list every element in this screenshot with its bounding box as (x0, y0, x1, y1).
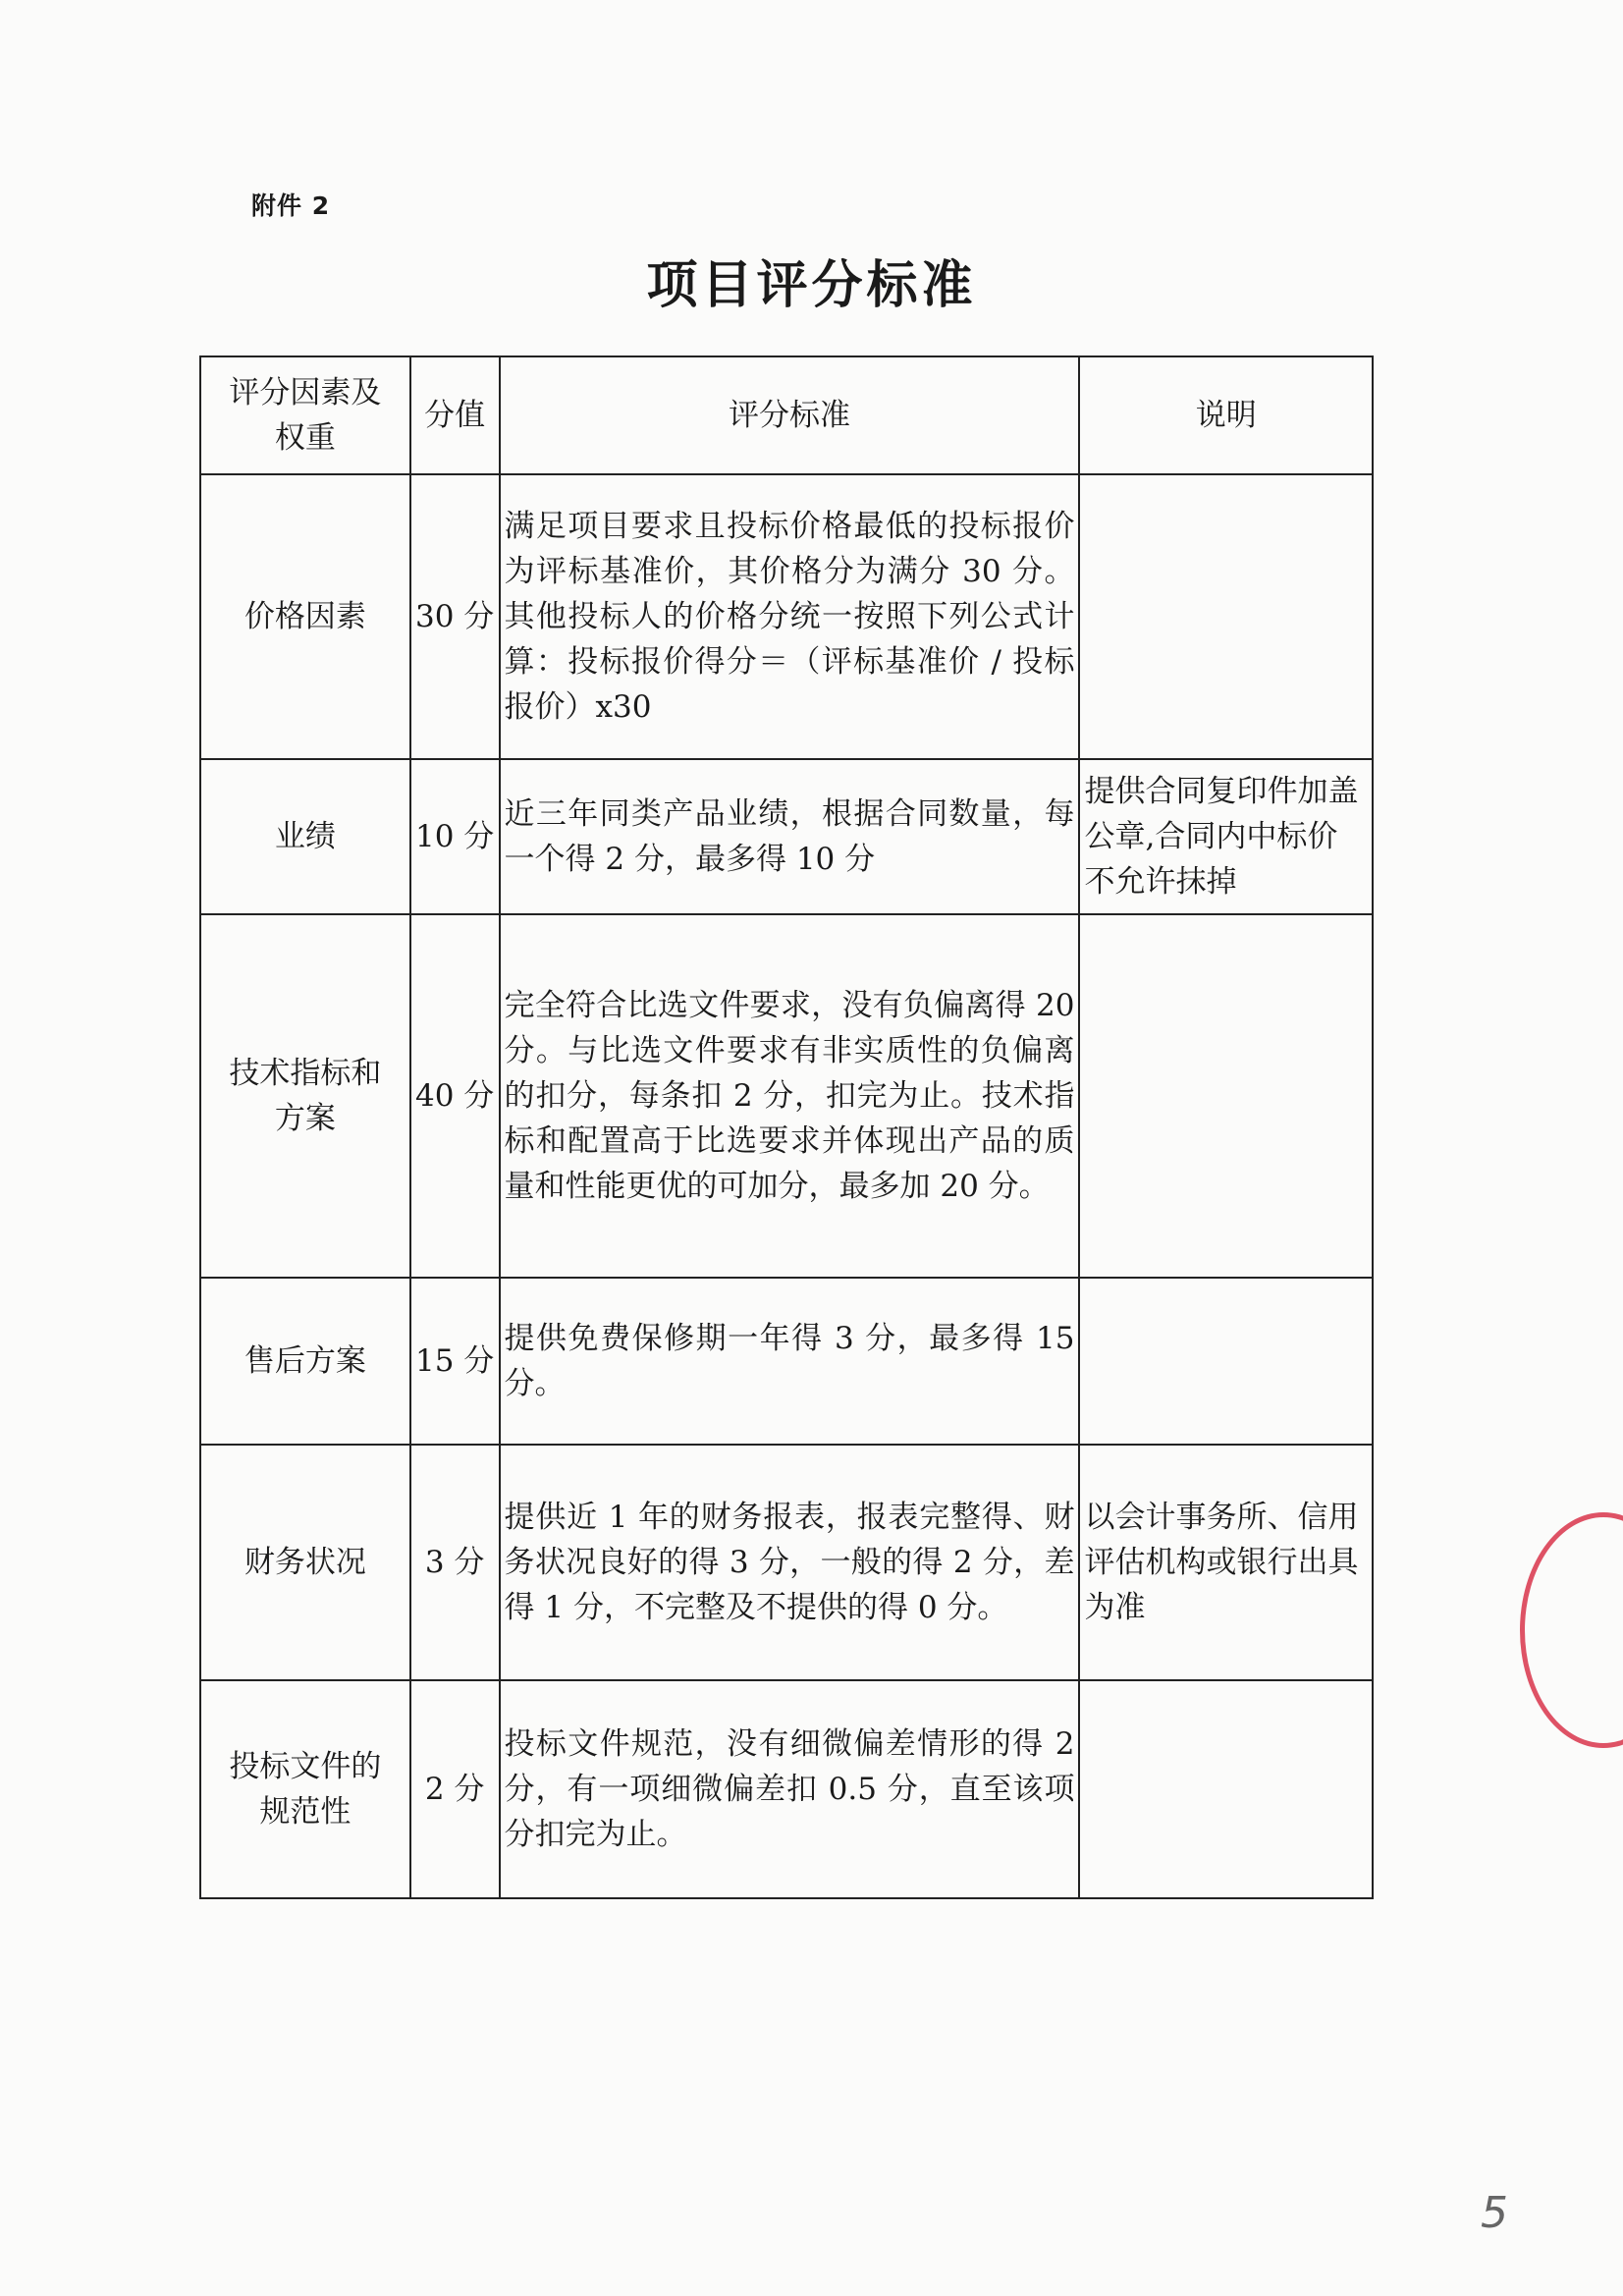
row-score: 10 分 (410, 759, 500, 914)
header-criteria: 评分标准 (500, 356, 1080, 474)
row-score: 40 分 (410, 914, 500, 1278)
row-notes: 提供合同复印件加盖公章,合同内中标价不允许抹掉 (1079, 759, 1373, 914)
row-criteria: 完全符合比选文件要求，没有负偏离得 20 分。与比选文件要求有非实质性的负偏离的扣分，每条扣 2 分，扣完为止。技术指标和配置高于比选要求并体现出产品的质量和性能更优的可加分，最多加 20 分。 (500, 914, 1080, 1278)
row-score: 15 分 (410, 1278, 500, 1445)
row-notes (1079, 1278, 1373, 1445)
row-notes (1079, 1680, 1373, 1898)
attachment-label: 附件 2 (251, 191, 331, 220)
row-factor: 财务状况 (200, 1445, 410, 1680)
table-row (200, 759, 1373, 914)
row-factor: 价格因素 (200, 474, 410, 759)
row-criteria: 满足项目要求且投标价格最低的投标报价为评标基准价，其价格分为满分 30 分。其他投标人的价格分统一按照下列公式计算：投标报价得分＝（评标基准价 / 投标报价）x30 (500, 474, 1080, 759)
row-criteria: 提供免费保修期一年得 3 分，最多得 15 分。 (500, 1278, 1080, 1445)
row-factor: 业绩 (200, 759, 410, 914)
header-factor: 评分因素及权重 (200, 356, 410, 474)
row-score: 2 分 (410, 1680, 500, 1898)
table-row (200, 914, 1373, 1278)
row-score: 3 分 (410, 1445, 500, 1680)
row-factor: 售后方案 (200, 1278, 410, 1445)
row-notes (1079, 914, 1373, 1278)
table-row (200, 1680, 1373, 1898)
document-title: 项目评分标准 (646, 256, 977, 315)
table-header-row (200, 356, 1373, 474)
row-criteria: 提供近 1 年的财务报表，报表完整得、财务状况良好的得 3 分，一般的得 2 分，差得 1 分，不完整及不提供的得 0 分。 (500, 1445, 1080, 1680)
table-row (200, 474, 1373, 759)
red-seal-stamp (1520, 1512, 1623, 1748)
row-score: 30 分 (410, 474, 500, 759)
scoring-criteria-table (199, 355, 1374, 1899)
header-score: 分值 (410, 356, 500, 474)
page-number: 5 (1481, 2188, 1508, 2238)
row-factor: 投标文件的规范性 (200, 1680, 410, 1898)
row-notes: 以会计事务所、信用评估机构或银行出具为准 (1079, 1445, 1373, 1680)
row-notes (1079, 474, 1373, 759)
row-criteria: 近三年同类产品业绩，根据合同数量，每一个得 2 分，最多得 10 分 (500, 759, 1080, 914)
row-criteria: 投标文件规范，没有细微偏差情形的得 2 分，有一项细微偏差扣 0.5 分，直至该项分扣完为止。 (500, 1680, 1080, 1898)
header-notes: 说明 (1079, 356, 1373, 474)
row-factor: 技术指标和方案 (200, 914, 410, 1278)
table-row (200, 1445, 1373, 1680)
table-row (200, 1278, 1373, 1445)
